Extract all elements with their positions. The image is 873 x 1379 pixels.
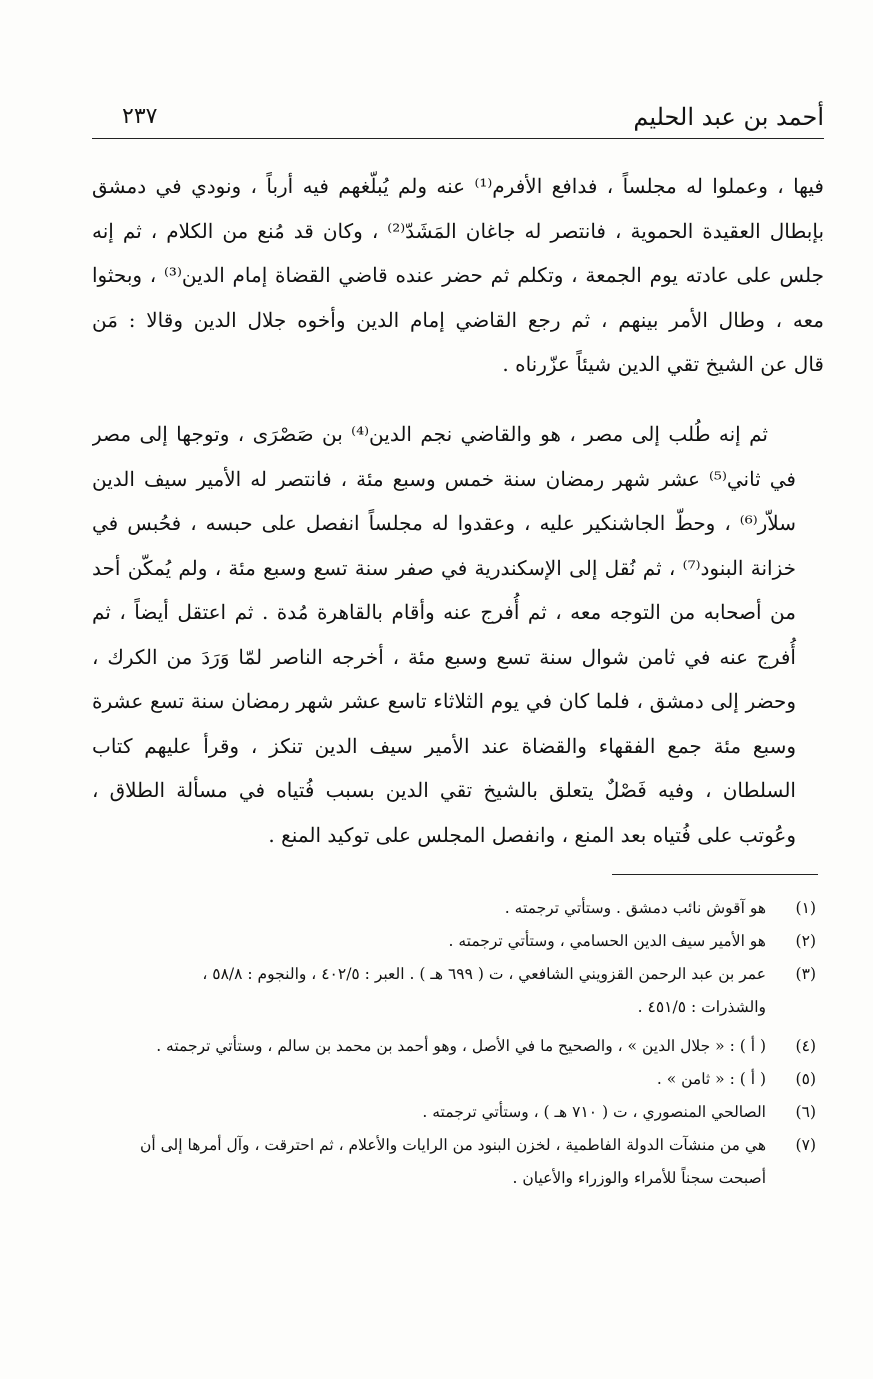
footnote-text: ( أ ) : « ثامن » . [656,1070,766,1088]
text-line: فيها ، وعملوا له مجلساً ، فدافع الأفرم⁽¹⁾ عنه ولم يُبلّغهم فيه أرباً ، ونودي في دمشق [92,174,824,198]
text-line: خزانة البنود⁽⁷⁾ ، ثم نُقل إلى الإسكندرية في صفر سنة تسع وسبع مئة ، ولم يُمكّن أحد [92,555,796,580]
footnote-6 [92,1096,824,1129]
footnote-number: (١) [795,899,816,917]
footnote-text: الصالحي المنصوري ، ت ( ٧١٠ هـ ) ، وستأتي ترجمته . [422,1103,766,1121]
footnote-1 [92,892,824,925]
text-line: السلطان ، وفيه فَصْلٌ يتعلق بالشيخ تقي الدين بسبب فُتياه في مسألة الطلاق ، [92,778,796,802]
text-line: وحضر إلى دمشق ، فلما كان في يوم الثلاثاء تاسع عشر شهر رمضان سنة تسع عشرة [92,689,796,713]
footnote-number: (٦) [795,1103,816,1121]
footnote-number: (٢) [795,932,816,950]
text-line: معه ، وطال الأمر بينهم ، ثم رجع القاضي إمام الدين وأخوه جلال الدين وقالا : مَن [92,307,824,332]
footnote-7 [92,1129,824,1195]
text-line: وسبع مئة جمع الفقهاء والقضاة عند الأمير سيف الدين تنكز ، وقرأ عليهم كتاب [92,733,796,758]
text-line: في ثاني⁽⁵⁾ عشر شهر رمضان سنة خمس وسبع مئة ، فانتصر له الأمير سيف الدين [92,466,796,491]
footnote-text: هو آقوش نائب دمشق . وستأتي ترجمته . [504,899,766,917]
footnote-text: عمر بن عبد الرحمن القزويني الشافعي ، ت ( ٦٩٩ هـ ) . العبر : ٤٠٢/٥ ، والنجوم : ٥٨/٨ ، [202,965,766,983]
footnote-text: أصبحت سجناً للأمراء والوزراء والأعيان . [512,1169,766,1187]
footnote-number: (٤) [795,1037,816,1055]
paragraph-2 [92,412,824,857]
footnote-text: هو الأمير سيف الدين الحسامي ، وستأتي ترجمته . [448,932,766,950]
text-line: أُفرج عنه في ثامن شوال سنة تسع وسبع مئة ، أخرجه الناصر لمّا وَرَدَ من الكرك ، [92,644,796,669]
footnote-text: والشذرات : ٤٥١/٥ . [637,998,766,1016]
page-header [92,100,824,139]
text-line: وعُوتب على فُتياه بعد المنع ، وانفصل المجلس على توكيد المنع . [268,822,796,847]
footnote-3 [92,958,824,1024]
text-line: ثم إنه طُلب إلى مصر ، هو والقاضي نجم الدين⁽⁴⁾ بن صَصْرَى ، وتوجها إلى مصر [92,422,768,446]
footnote-number: (٧) [795,1136,816,1154]
footnote-text: ( أ ) : « جلال الدين » ، والصحيح ما في الأصل ، وهو أحمد بن محمد بن سالم ، وستأتي ترجمته . [156,1037,766,1055]
text-line: قال عن الشيخ تقي الدين شيئاً عزّرناه . [502,352,824,376]
footnote-4 [92,1030,824,1063]
footnote-5 [92,1063,824,1096]
footnote-separator [612,874,818,875]
footnote-text: هي من منشآت الدولة الفاطمية ، لخزن البنود من الرايات والأعلام ، ثم احترقت ، وآل أمرها إلى أن [140,1136,766,1154]
text-line: بإبطال العقيدة الحموية ، فانتصر له جاغان المَشَدّ⁽²⁾ ، وكان قد مُنع من الكلام ، ثم إنه [92,218,824,243]
footnote-number: (٣) [795,965,816,983]
footnote-number: (٥) [795,1070,816,1088]
text-line: جلس على عادته يوم الجمعة ، وتكلم ثم حضر عنده قاضي القضاة إمام الدين⁽³⁾ ، وبحثوا [92,263,824,287]
text-line: سلاّر⁽⁶⁾ ، وحطّ الجاشنكير عليه ، وعقدوا له مجلساً انفصل على حبسه ، فحُبس في [92,511,796,535]
footnote-2 [92,925,824,958]
text-line: من أصحابه من التوجه معه ، ثم أُفرج عنه وأقام بالقاهرة مُدة . ثم اعتقل أيضاً ، ثم [92,600,796,624]
running-title: أحمد بن عبد الحليم [633,103,824,131]
page-number: ٢٣٧ [122,104,158,129]
footnotes [92,892,824,1195]
paragraph-1 [92,164,824,387]
